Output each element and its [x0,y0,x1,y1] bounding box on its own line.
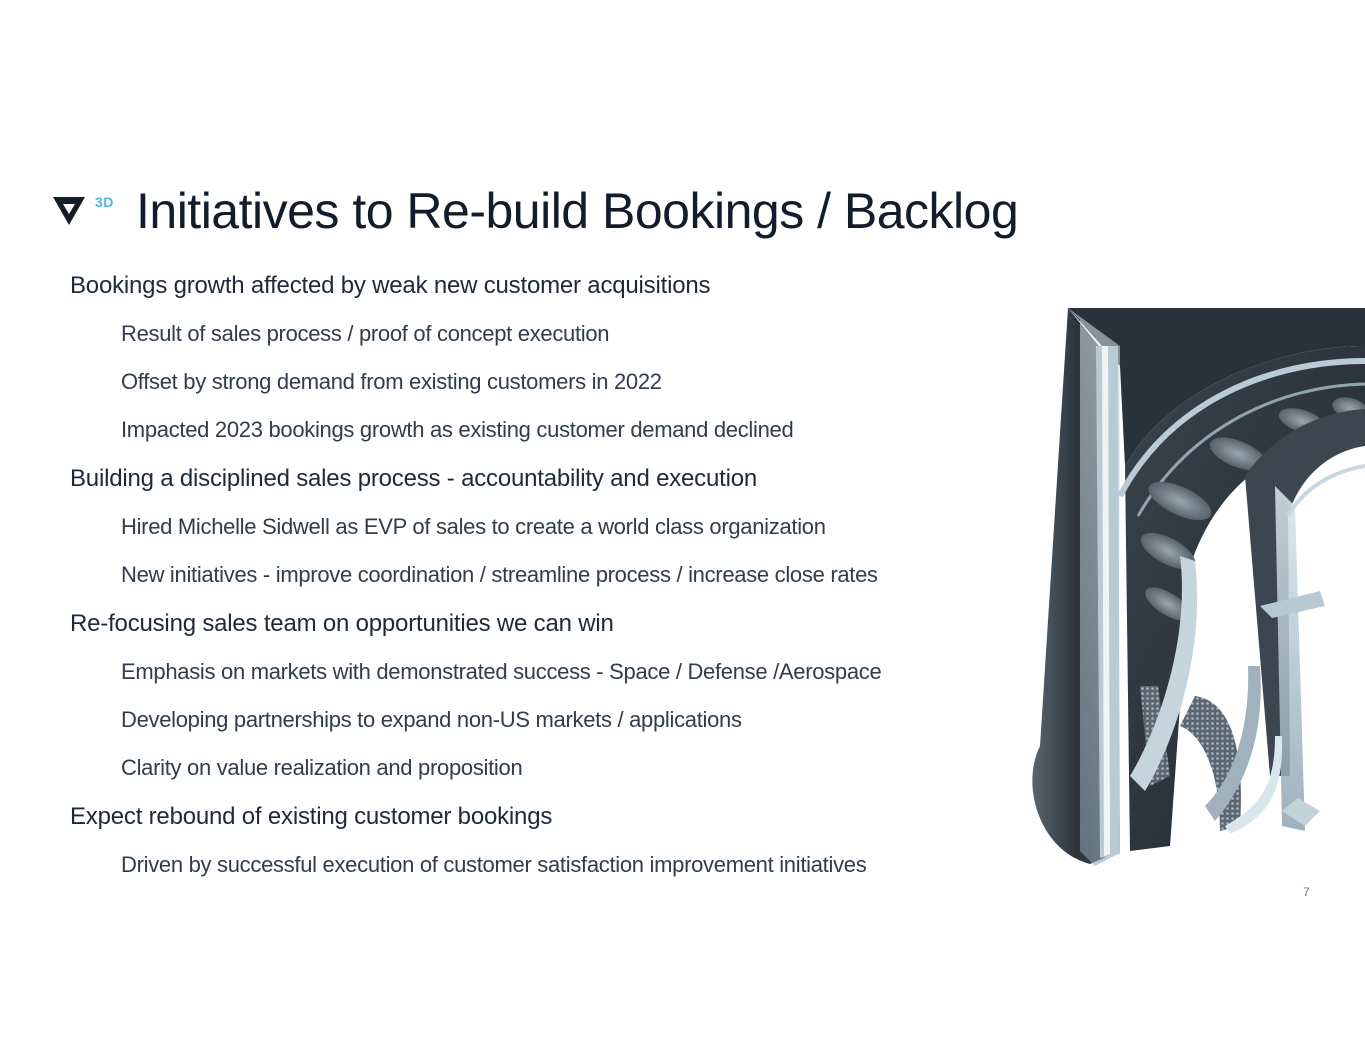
bullet-item: Impacted 2023 bookings growth as existing customer demand declined [121,417,794,442]
bullet-item: New initiatives - improve coordination / streamline process / increase close rates [121,562,878,587]
logo-3d-text: 3D [95,194,114,210]
v-triangle-logo-icon [52,196,86,226]
section-rebound [70,792,1010,889]
bullet-item: Result of sales process / proof of concept execution [121,321,610,346]
bullet-item: Developing partnerships to expand non-US markets / applications [121,707,742,732]
section-heading: Re-focusing sales team on opportunities we can win [70,610,614,637]
company-logo [52,194,122,230]
section-heading: Bookings growth affected by weak new customer acquisitions [70,272,711,299]
section-bookings-growth [70,261,1010,454]
section-refocusing [70,599,1010,792]
section-sales-process [70,454,1010,599]
slide-title: Initiatives to Re-build Bookings / Backlog [136,183,1019,239]
section-heading: Expect rebound of existing customer bookings [70,803,553,830]
bullet-item: Driven by successful execution of customer satisfaction improvement initiatives [121,852,867,877]
bullet-item: Clarity on value realization and proposition [121,755,523,780]
bullet-item: Hired Michelle Sidwell as EVP of sales to create a world class organization [121,514,826,539]
page-number: 7 [1303,885,1310,899]
bullet-item: Offset by strong demand from existing customers in 2022 [121,369,662,394]
section-heading: Building a disciplined sales process - accountability and execution [70,465,758,492]
bullet-content [70,261,1010,889]
metal-cutaway-part-icon [1020,306,1365,871]
bullet-item: Emphasis on markets with demonstrated success - Space / Defense /Aerospace [121,659,882,684]
